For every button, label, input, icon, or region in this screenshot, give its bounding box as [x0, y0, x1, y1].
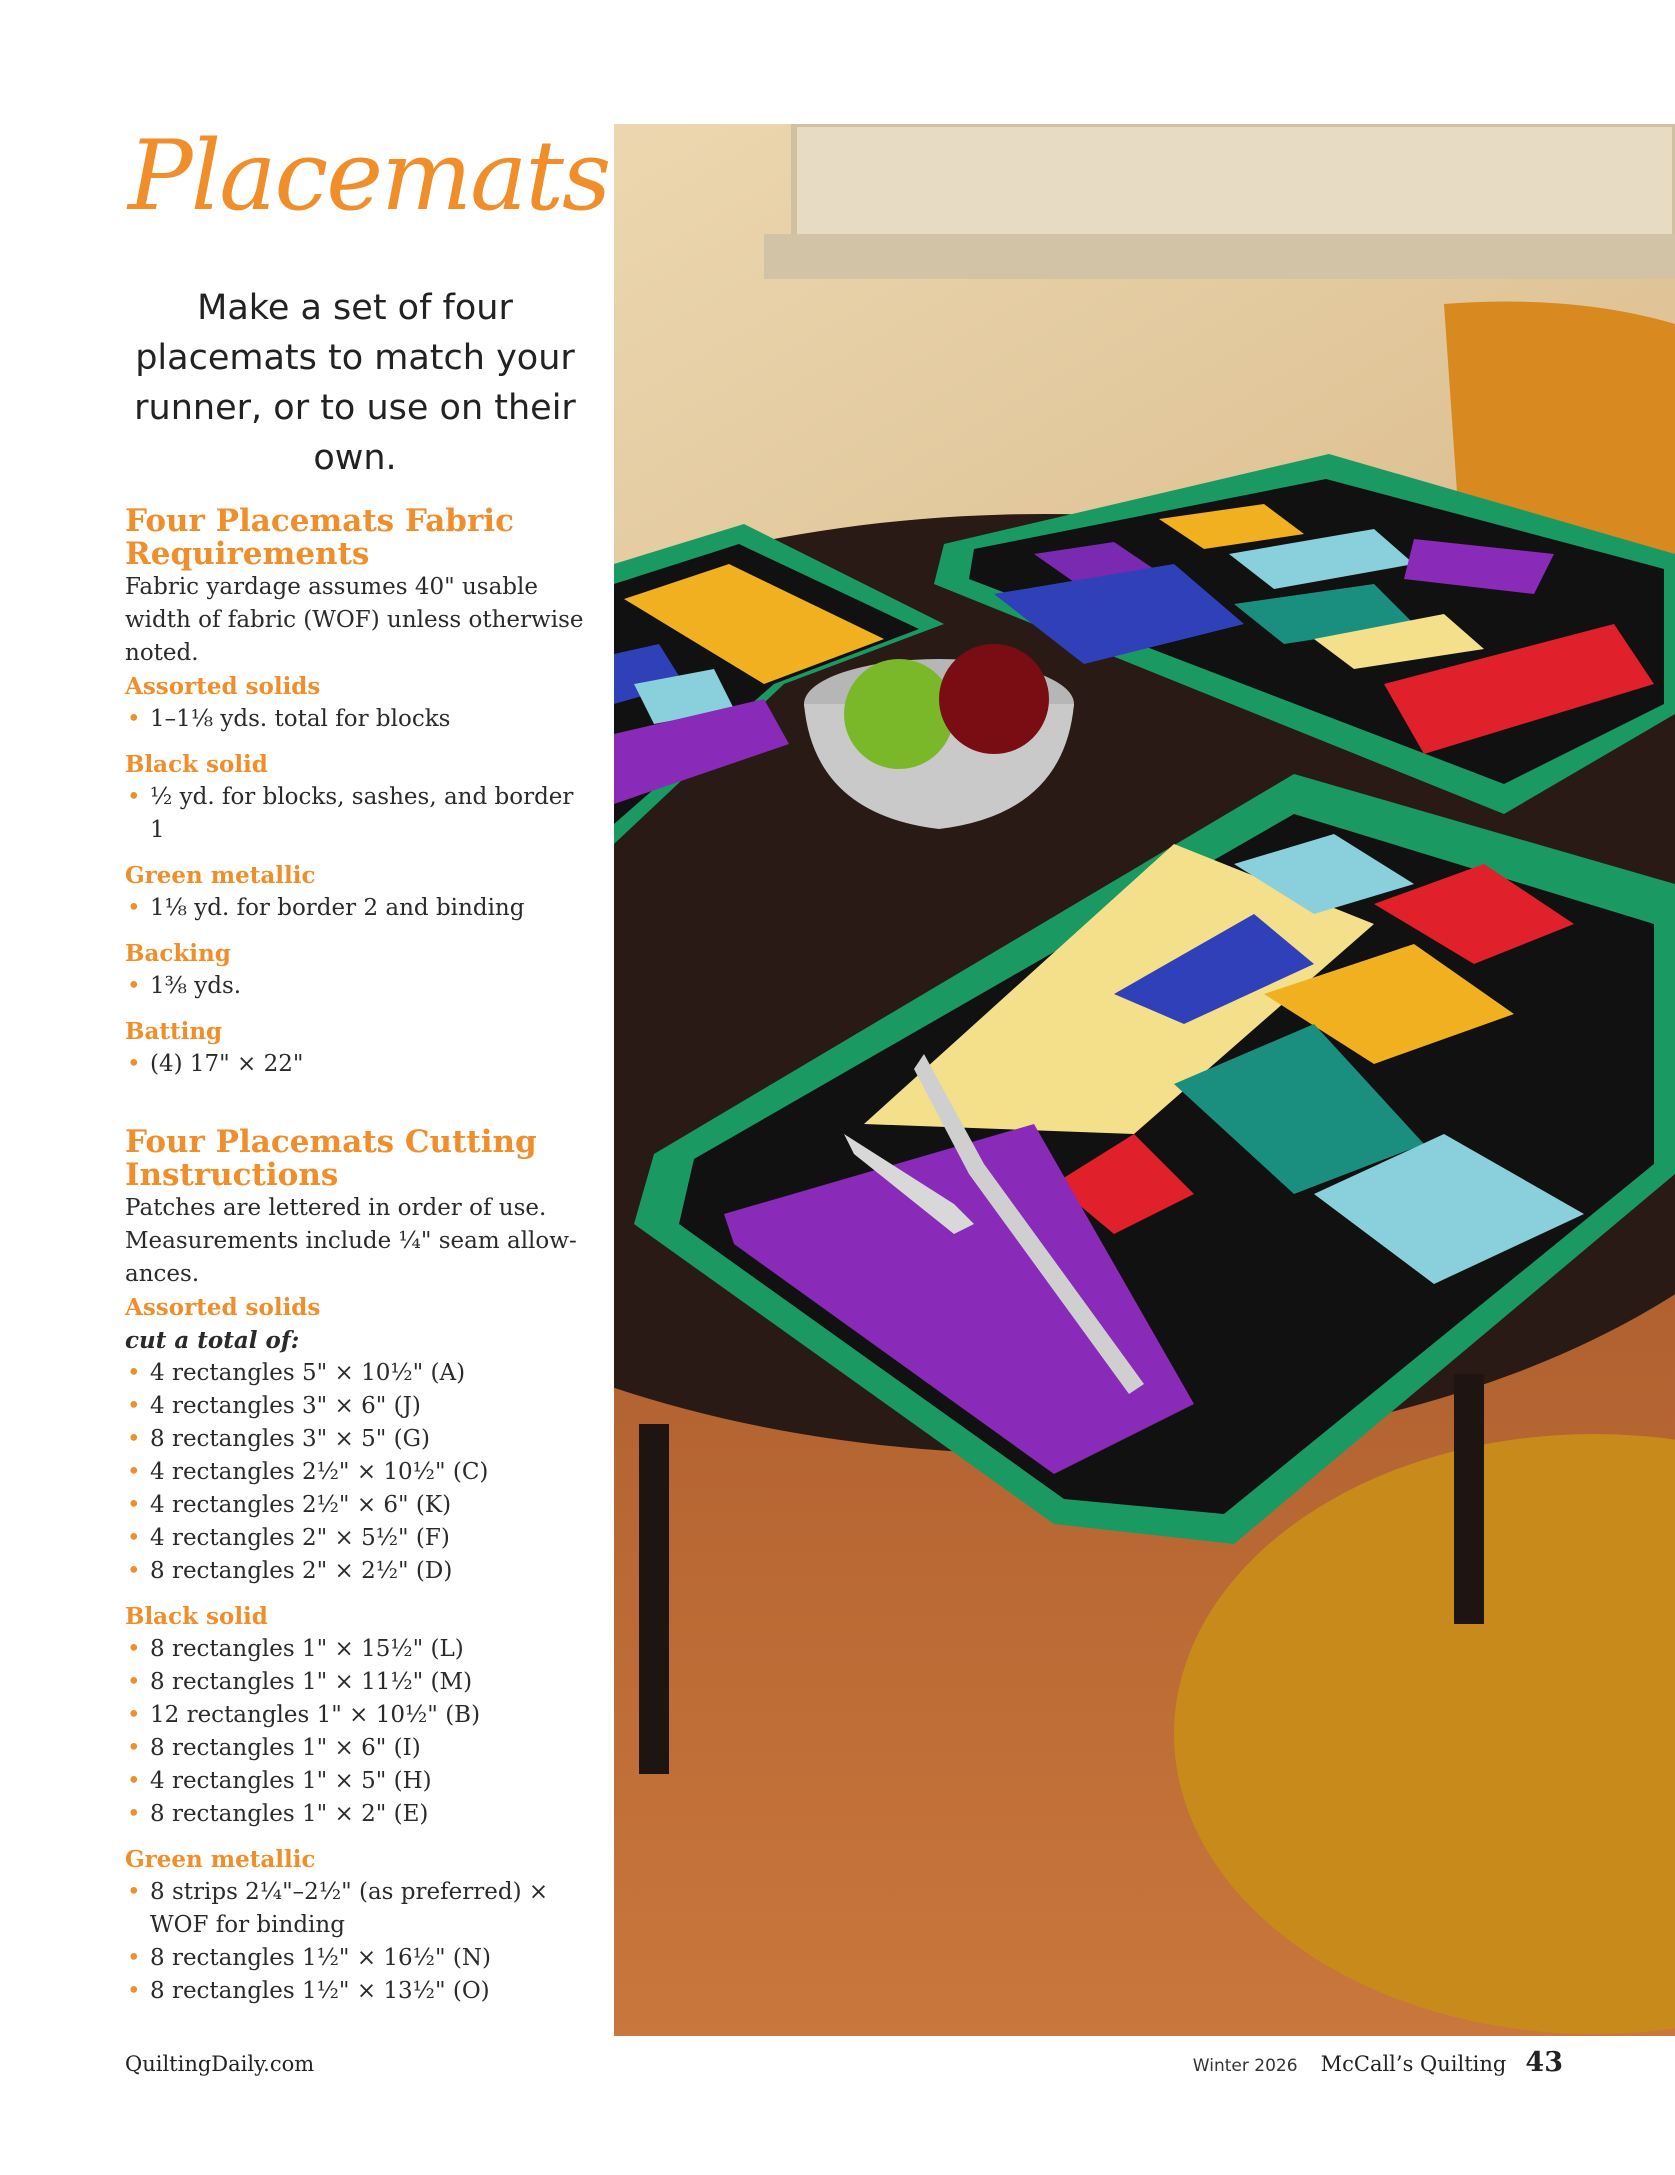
list-item: • 8 rectangles 2" × 2½" (D) — [125, 1555, 595, 1588]
list-item: • 4 rectangles 3" × 6" (J) — [125, 1390, 595, 1423]
list-item: • 8 rectangles 1" × 6" (I) — [125, 1732, 595, 1765]
cutting-note: Patches are lettered in order of use. Measurements include ¼" seam allow-ances. — [125, 1195, 577, 1287]
list-item: • (4) 17" × 22" — [125, 1048, 595, 1081]
fabric-group-list — [125, 970, 595, 1003]
placemats-photo — [614, 124, 1675, 2036]
fabric-group-list — [125, 1048, 595, 1081]
list-item: • 4 rectangles 1" × 5" (H) — [125, 1765, 595, 1798]
cutting-list-assorted — [125, 1357, 595, 1588]
list-item: • 8 strips 2¼"–2½" (as preferred) × WOF for binding — [125, 1876, 595, 1942]
instructions-column — [125, 505, 595, 2020]
fabric-group-name: Backing — [125, 940, 231, 967]
footer-magazine: McCall’s Quilting — [1320, 2052, 1507, 2076]
list-item: • 4 rectangles 5" × 10½" (A) — [125, 1357, 595, 1390]
fabric-group-name: Batting — [125, 1018, 223, 1045]
fabric-group-list — [125, 892, 595, 925]
list-item: • 8 rectangles 1½" × 16½" (N) — [125, 1942, 595, 1975]
cutting-group-name: Assorted solids — [125, 1294, 321, 1321]
cutting-heading: Four Placemats Cutting Instructions — [125, 1124, 537, 1193]
list-item: • 8 rectangles 1" × 15½" (L) — [125, 1633, 595, 1666]
footer-season: Winter 2026 — [1192, 2056, 1298, 2076]
photo-illustration — [614, 124, 1675, 2036]
list-item: • 1–1⅛ yds. total for blocks — [125, 703, 595, 736]
cutting-list-black — [125, 1633, 595, 1831]
intro-text: Make a set of four placemats to match your runner, or to use on their own. — [134, 288, 576, 478]
cutting-qualifier: cut a total of: — [125, 1327, 300, 1354]
list-item: • 1⅛ yd. for border 2 and binding — [125, 892, 595, 925]
footer-folio — [1193, 2047, 1563, 2078]
list-item: • 4 rectangles 2" × 5½" (F) — [125, 1522, 595, 1555]
fabric-group-list — [125, 703, 595, 736]
footer-website: QuiltingDaily.com — [125, 2052, 315, 2076]
list-item: • 8 rectangles 3" × 5" (G) — [125, 1423, 595, 1456]
list-item: • 4 rectangles 2½" × 6" (K) — [125, 1489, 595, 1522]
cutting-group-name: Black solid — [125, 1603, 268, 1630]
fabric-heading: Four Placemats Fabric Requirements — [125, 503, 514, 572]
cutting-group-name: Green metallic — [125, 1846, 316, 1873]
fabric-group-list — [125, 781, 595, 847]
fabric-note: Fabric yardage assumes 40" usable width of fabric (WOF) unless otherwise noted. — [125, 574, 584, 666]
page-number: 43 — [1525, 2047, 1563, 2078]
fabric-group-name: Green metallic — [125, 862, 316, 889]
list-item: • 4 rectangles 2½" × 10½" (C) — [125, 1456, 595, 1489]
cutting-list-green — [125, 1876, 595, 2008]
list-item: • ½ yd. for blocks, sashes, and border 1 — [125, 781, 595, 847]
list-item: • 1⅜ yds. — [125, 970, 595, 1003]
fabric-group-name: Assorted solids — [125, 673, 321, 700]
page-title: Placemats — [128, 120, 610, 232]
list-item: • 8 rectangles 1" × 11½" (M) — [125, 1666, 595, 1699]
list-item: • 8 rectangles 1" × 2" (E) — [125, 1798, 595, 1831]
fabric-group-name: Black solid — [125, 751, 268, 778]
list-item: • 8 rectangles 1½" × 13½" (O) — [125, 1975, 595, 2008]
list-item: • 12 rectangles 1" × 10½" (B) — [125, 1699, 595, 1732]
